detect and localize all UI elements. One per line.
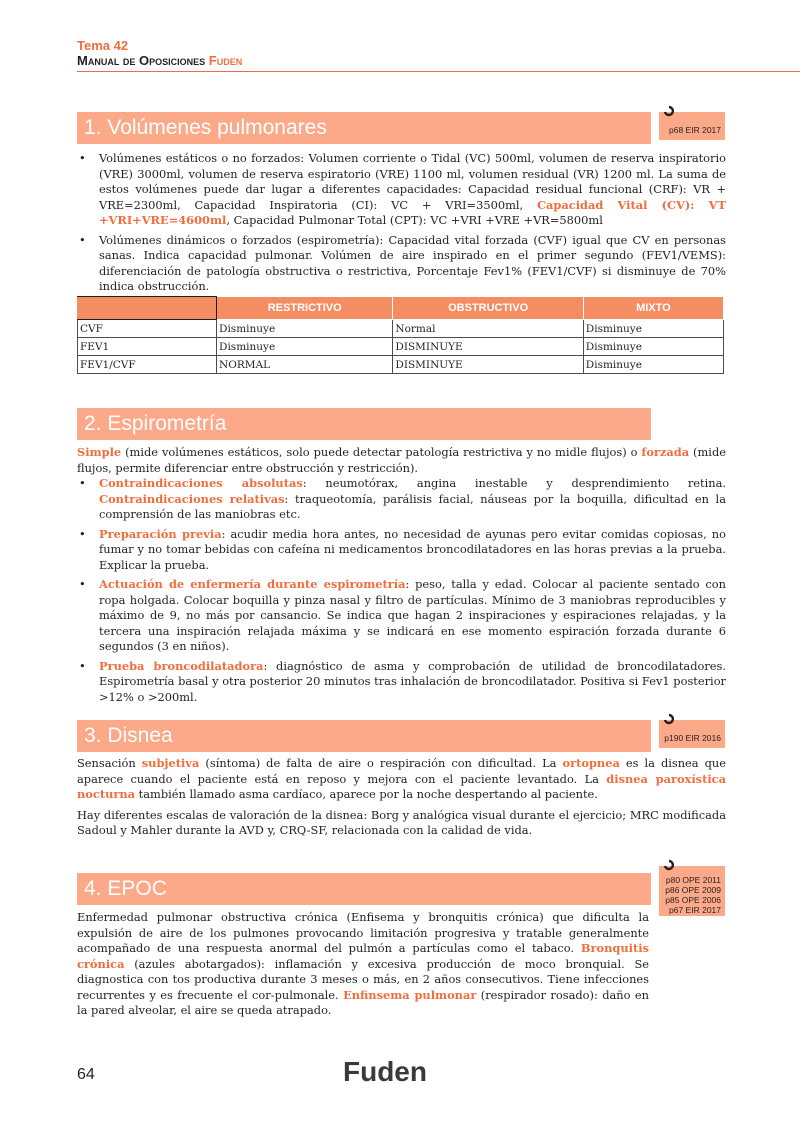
table-cell: Normal: [393, 320, 583, 338]
column-header: OBSTRUCTIVO: [393, 297, 583, 320]
reference-label: p85 OPE 2006: [665, 895, 721, 905]
brand-name: Fuden: [208, 53, 243, 68]
highlighted-term: subjetiva: [141, 756, 200, 770]
highlighted-term: Preparación previa: [99, 526, 222, 541]
table-row: [78, 356, 724, 374]
table-cell: FEV1/CVF: [78, 356, 217, 374]
table-cell: DISMINUYE: [393, 338, 583, 356]
chapter-label: Tema 42: [77, 38, 129, 53]
section-2-title: 2. Espirometría: [77, 408, 651, 440]
column-header: MIXTO: [583, 297, 723, 320]
highlighted-term: Simple: [77, 445, 122, 459]
highlighted-term: Contraindicaciones absolutas: [99, 476, 303, 490]
table-cell: DISMINUYE: [393, 356, 583, 374]
list-item: • Volúmenes estáticos o no forzados: Volumen corriente o Tidal (VC) 500ml, volumen de reserva inspiratorio (VRE) 3000ml, volumen de reserva espiratorio (VRE) 1100 ml, volumen residual (VR) 1200 ml. La suma de estos volúmenes puede dar lugar a diferentes capacidades: Capacidad residual funcional (CRF): VR + VRE=2300ml, Capacidad Inspiratoria (CI): VC + VRI=3500ml, Capacidad Vital (CV): VT +VRI+VRE=4600ml, Capacidad Pulmonar Total (CPT): VC +VRI +VRE +VR=5800ml: [77, 151, 726, 229]
table-header-row: [78, 297, 724, 320]
highlighted-term: Enfinsema pulmonar: [343, 987, 477, 1002]
list-item: • Volúmenes dinámicos o forzados (espirometría): Capacidad vital forzada (CVF) igual que CV en personas sanas. Indica capacidad pulmonar. Volúmen de aire inspirado en el primer segundo (FEV1/VEMS): diferenciación de patología obstructiva o restrictiva, Porcentaje Fev1% (FEV1/CVF) si disminuye de 70% indica obstrucción.: [77, 233, 726, 295]
section-2-list: [77, 476, 726, 705]
table-cell: FEV1: [78, 338, 217, 356]
highlighted-term: forzada: [641, 445, 690, 459]
table-corner-header: [78, 297, 217, 320]
table-row: [78, 320, 724, 338]
table-cell: Disminuye: [217, 320, 393, 338]
section-1-title: 1. Volúmenes pulmonares: [77, 112, 651, 144]
page-number: 64: [77, 1066, 95, 1083]
reference-label: p68 EIR 2017: [669, 125, 721, 135]
section-3-paragraph-2: Hay diferentes escalas de valoración de la disnea: Borg y analógica visual durante el ejercicio; MRC modificada Sadoul y Mahler durante la AVD y, CRQ-SF, relacionada con la calidad de vida.: [77, 807, 726, 837]
highlighted-term: Prueba broncodilatadora: [99, 658, 264, 673]
table-cell: Disminuye: [583, 338, 723, 356]
section-4-title: 4. EPOC: [77, 873, 651, 905]
volumes-table: [77, 296, 724, 374]
section-3-paragraph-1: Sensación subjetiva (síntoma) de falta de aire o respiración con dificultad. La ortopnea es la disnea que aparece cuando el paciente está en reposo y mejora con el paciente levantado. La disnea paroxística nocturna también llamado asma cardíaco, aparece por la noche despertando al paciente.: [77, 756, 726, 801]
section-1-reference-tab: [659, 112, 725, 140]
highlighted-term: Actuación de enfermería durante espirometría: [99, 577, 406, 591]
section-2-intro: Simple (mide volúmenes estáticos, solo puede detectar patología restrictiva y no midle flujos) o forzada (mide flujos, permite diferenciar entre obstrucción y restricción).: [77, 445, 726, 475]
table-cell: Disminuye: [583, 320, 723, 338]
reference-label: p86 OPE 2009: [665, 885, 721, 895]
list-item: • Contraindicaciones absolutas: neumotórax, angina inestable y desprendimiento retina. Contraindicaciones relativas: traqueotomía, parálisis facial, náuseas por la boquilla, dificultad en la comprensión de las maniobras etc.: [77, 476, 726, 523]
highlighted-term: disnea paroxística nocturna: [77, 771, 726, 801]
running-header: [77, 38, 242, 68]
reference-hook-icon: [663, 859, 675, 871]
reference-label: p80 OPE 2011: [665, 875, 721, 885]
table-row: [78, 338, 724, 356]
reference-label: p190 EIR 2016: [664, 733, 721, 743]
reference-label: p67 EIR 2017: [669, 905, 721, 915]
section-3-title: 3. Disnea: [77, 720, 651, 752]
manual-title: Manual de Oposiciones Fuden: [77, 53, 243, 68]
table-body: [78, 320, 724, 374]
list-item: • Preparación previa: acudir media hora antes, no necesidad de ayunas pero evitar comidas copiosas, no fumar y no tomar bebidas con cafeína ni medicamentos broncodilatadores en las horas previas a la prueba. Explicar la prueba.: [77, 527, 726, 574]
fuden-logo: Fuden: [343, 1056, 427, 1087]
reference-hook-icon: [663, 713, 675, 725]
section-4-reference-tab: [659, 866, 725, 916]
highlighted-term: Contraindicaciones relativas: [99, 491, 285, 506]
section-1-body: [77, 151, 726, 299]
table-cell: Disminuye: [217, 338, 393, 356]
section-4-body: [77, 910, 649, 1019]
table-cell: Disminuye: [583, 356, 723, 374]
column-header: RESTRICTIVO: [217, 297, 393, 320]
section-3-body: [77, 756, 726, 839]
header-divider: [77, 71, 800, 72]
section-4-paragraph: Enfermedad pulmonar obstructiva crónica (Enfisema y bronquitis crónica) que dificulta la expulsión de aire de los pulmones provocando limitación progresiva y tratable generalmente acompañado de una respuesta anormal del pulmón a partículas como el tabaco. Bronquitis crónica (azules abotargados): inflamación y excesiva producción de moco bronquial. Se diagnostica con tos productiva durante 3 meses o más, en 2 años consecutivos. Tiene infecciones recurrentes y es frecuente el cor-pulmonale. Enfinsema pulmonar (respirador rosado): daño en la pared alveolar, el aire se queda atrapado.: [77, 910, 649, 1017]
table-cell: CVF: [78, 320, 217, 338]
list-item: • Prueba broncodilatadora: diagnóstico de asma y comprobación de utilidad de broncodilatadores. Espirometría basal y otra posterior 20 minutos tras inhalación de broncodilatador. Positiva si Fev1 posterior >12% o >200ml.: [77, 659, 726, 706]
highlighted-term: Bronquitis crónica: [77, 941, 649, 971]
table-cell: NORMAL: [217, 356, 393, 374]
highlighted-term: ortopnea: [562, 756, 620, 770]
section-2-body: [77, 445, 726, 709]
list-item: • Actuación de enfermería durante espirometría: peso, talla y edad. Colocar al paciente sentado con ropa holgada. Colocar boquilla y pinza nasal y filtro de partículas. Mínimo de 3 maniobras reproducibles y máximo de 9, no más por cansancio. Se indica que hagan 2 inspiraciones y espiraciones relajadas, y la tercera una inspiración relajada máxima y se indicará en ese momento espiración forzada durante 6 segundos (3 en niños).: [77, 577, 726, 655]
reference-hook-icon: [663, 105, 675, 117]
section-3-reference-tab: [659, 720, 725, 748]
